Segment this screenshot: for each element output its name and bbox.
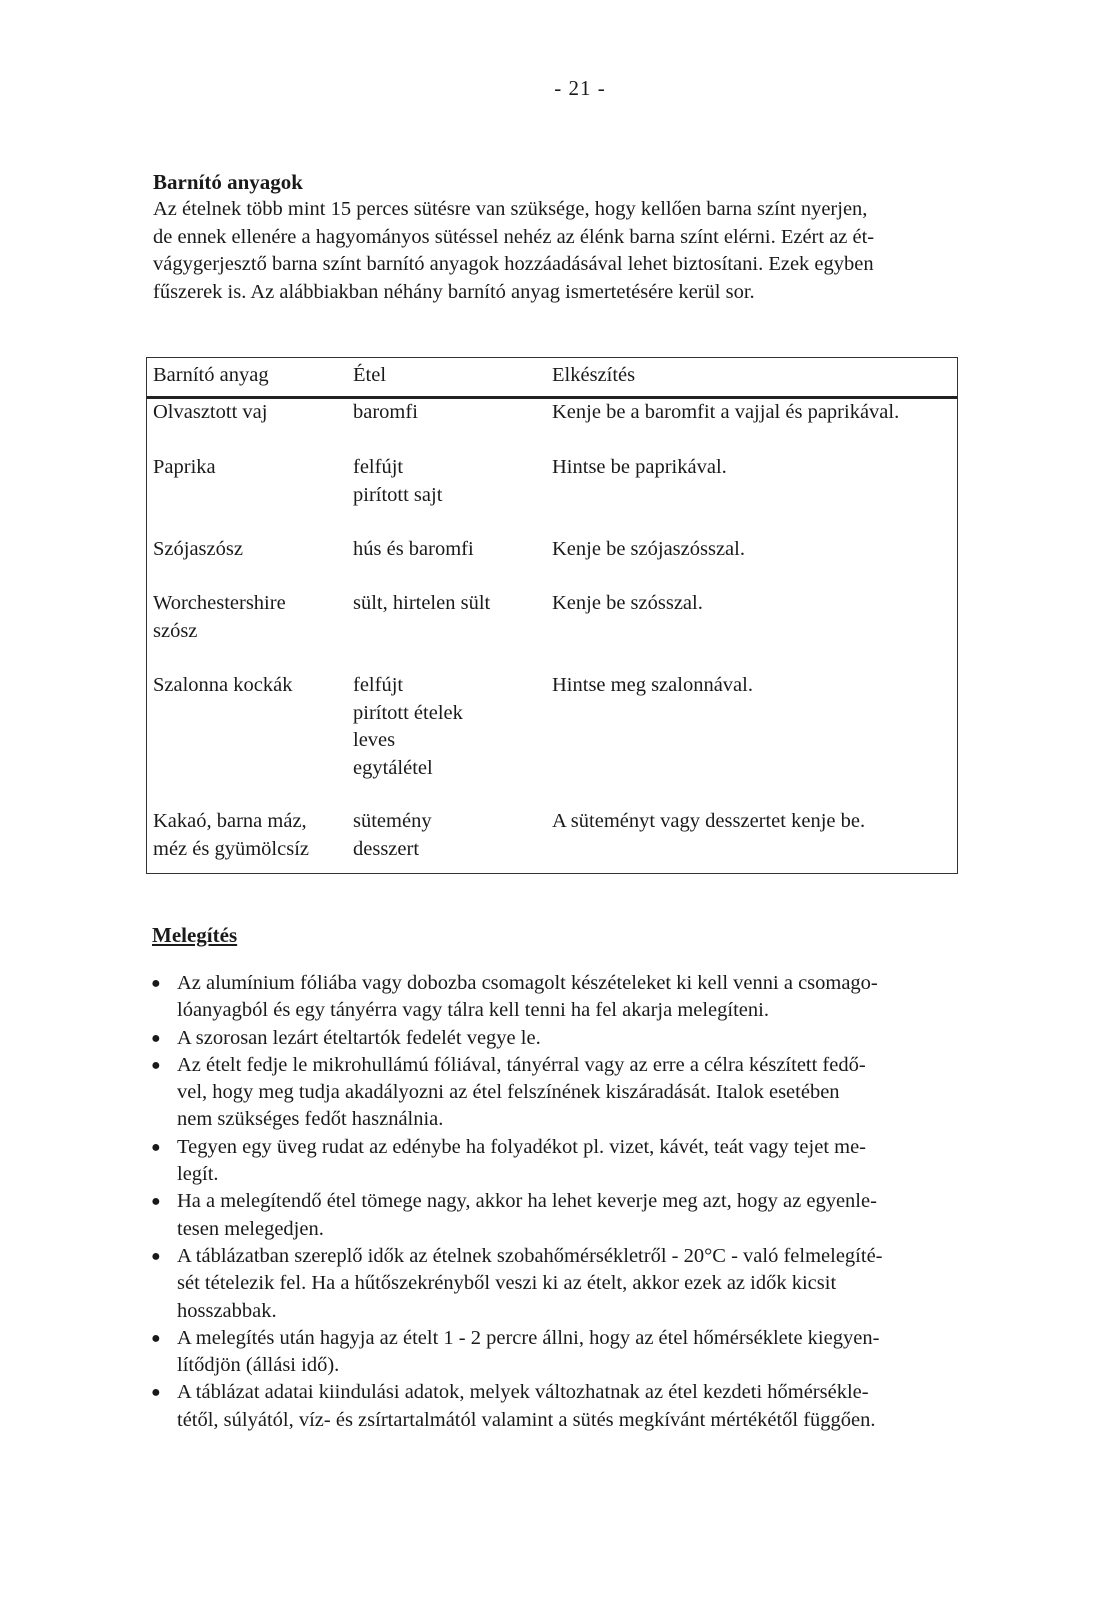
page-number: - 21 - (554, 76, 606, 100)
table-cell-agent: Kakaó, barna máz, méz és gyümölcsíz (153, 810, 309, 860)
list-item: ● A táblázatban szereplő idők az ételnek szobahőmérsékletről - 20°C - való felmelegíté- sét tételezik fel. Ha a hűtőszekrényből veszi ki az ételt, akkor ezek az idők kicsit hosszabbak. (151, 1244, 883, 1322)
table-cell-prep: Kenje be a baromfit a vajjal és paprikával. (552, 401, 900, 423)
table-cell-prep: Hintse meg szalonnával. (552, 674, 753, 696)
list-item: ● Ha a melegítendő étel tömege nagy, akkor ha lehet keverje meg azt, hogy az egyenle- tesen melegedjen. (151, 1190, 877, 1240)
bullet-icon: ● (151, 1138, 161, 1156)
table-cell-food: sült, hirtelen sült (353, 592, 491, 614)
table-cell-food: felfújt pirított ételek leves egytálétel (353, 674, 463, 779)
table-cell-food: sütemény desszert (353, 810, 432, 860)
table-cell-food: hús és baromfi (353, 538, 474, 560)
browning-intro (153, 196, 963, 306)
table-cell-agent: Szalonna kockák (153, 674, 293, 696)
table-cell-agent: Paprika (153, 456, 216, 478)
table-header-prep: Elkészítés (552, 364, 636, 386)
table-cell-prep: Kenje be szósszal. (552, 592, 703, 614)
table-cell-agent: Worchestershire szósz (153, 592, 286, 642)
table-header-agent: Barnító anyag (153, 364, 269, 386)
list-item: ● Az alumínium fóliába vagy dobozba csomagolt készételeket ki kell venni a csomago- lóanyagból és egy tányérra vagy tálra kell tenni ha fel akarja melegíteni. (151, 972, 878, 1022)
bullet-icon: ● (151, 1056, 161, 1074)
intro-line: Az ételnek több mint 15 perces sütésre van szüksége, hogy kellően barna színt nyerjen, (153, 198, 868, 220)
list-item: ● A táblázat adatai kiindulási adatok, melyek változhatnak az étel kezdeti hőmérsékle- tétől, súlyától, víz- és zsírtartalmától valamint a sütés megkívánt mértékétől függően. (151, 1381, 876, 1431)
table-cell-agent: Olvasztott vaj (153, 401, 268, 423)
table-cell-agent: Szójaszósz (153, 538, 243, 560)
intro-line: vágygerjesztő barna színt barnító anyagok hozzáadásával lehet biztosítani. Ezek egyben (153, 253, 874, 275)
list-item: ● A melegítés után hagyja az ételt 1 - 2 percre állni, hogy az étel hőmérséklete kiegyen- lítődjön (állási idő). (151, 1326, 880, 1377)
table-cell-food: baromfi (353, 401, 418, 423)
heating-heading: Melegítés (152, 923, 238, 947)
bullet-icon: ● (151, 1329, 161, 1347)
bullet-icon: ● (151, 1247, 161, 1265)
table-cell-food: felfújt pirított sajt (353, 456, 443, 506)
table-header-food: Étel (353, 364, 387, 386)
list-item: ● Az ételt fedje le mikrohullámú fóliával, tányérral vagy az erre a célra készített fedő- vel, hogy meg tudja akadályozni az étel felszínének kiszáradását. Italok esetében nem szükséges fedőt használnia. (151, 1053, 866, 1131)
list-item: ● Tegyen egy üveg rudat az edénybe ha folyadékot pl. vizet, kávét, teát vagy tejet me- legít. (151, 1135, 867, 1186)
intro-line: de ennek ellenére a hagyományos sütéssel nehéz az élénk barna színt elérni. Ezért az ét- (153, 225, 875, 248)
bullet-icon: ● (151, 1193, 161, 1211)
browning-heading: Barnító anyagok (153, 170, 303, 194)
table-cell-prep: Kenje be szójaszósszal. (552, 538, 745, 560)
heating-bullet-list (150, 970, 962, 1434)
browning-table (146, 357, 958, 874)
table-cell-prep: Hintse be paprikával. (552, 456, 727, 478)
list-item: ● A szorosan lezárt ételtartók fedelét vegye le. (150, 1025, 962, 1052)
bullet-icon: ● (151, 1384, 161, 1402)
intro-line: fűszerek is. Az alábbiakban néhány barnító anyag ismertetésére kerül sor. (153, 280, 755, 303)
bullet-icon: ● (151, 975, 161, 992)
table-cell-prep: A süteményt vagy desszertet kenje be. (552, 810, 866, 832)
bullet-icon: ● (151, 1029, 161, 1047)
